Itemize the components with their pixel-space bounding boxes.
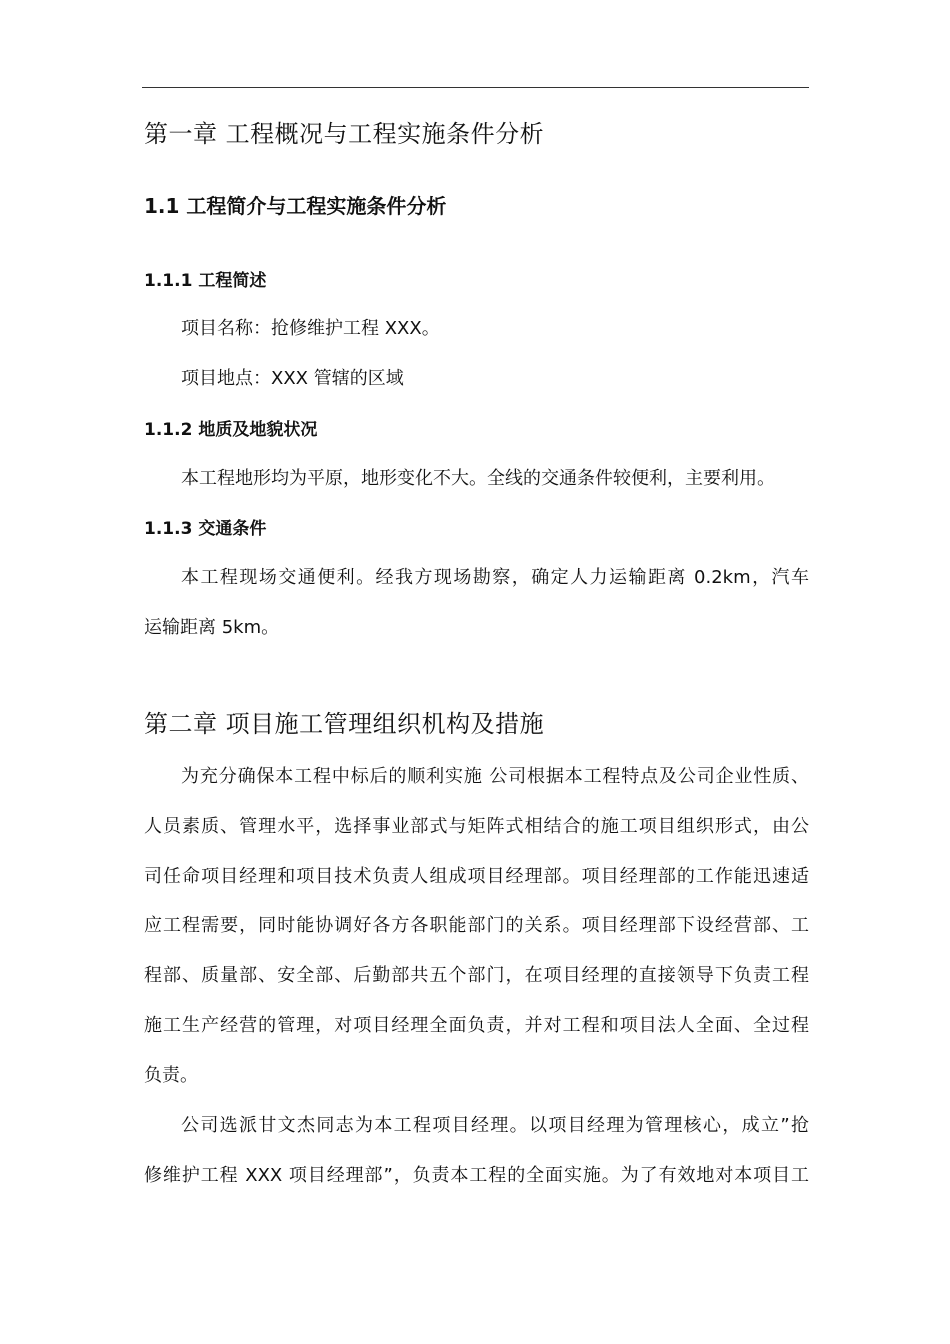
traffic-text-line-1: 本工程现场交通便利。经我方现场勘察，确定人力运输距离 0.2km，汽车: [181, 567, 809, 588]
manager-paragraph-line-1: 公司选派甘文杰同志为本工程项目经理。以项目经理为管理核心，成立”抢: [181, 1115, 809, 1136]
org-paragraph-line-5: 程部、质量部、安全部、后勤部共五个部门，在项目经理的直接领导下负责工程: [144, 965, 809, 986]
org-paragraph-line-7: 负责。: [144, 1065, 198, 1086]
org-paragraph-line-1: 为充分确保本工程中标后的顺利实施 公司根据本工程特点及公司企业性质、: [181, 766, 809, 787]
org-paragraph-line-2: 人员素质、管理水平，选择事业部式与矩阵式相结合的施工项目组织形式，由公: [144, 816, 809, 837]
org-paragraph-line-6: 施工生产经营的管理，对项目经理全面负责，并对工程和项目法人全面、全过程: [144, 1015, 809, 1036]
org-paragraph-line-4: 应工程需要，同时能协调好各方各职能部门的关系。项目经理部下设经营部、工: [144, 915, 809, 936]
subsection-1-1-3-title: 1.1.3 交通条件: [144, 519, 267, 539]
project-name-text: 项目名称：抢修维护工程 XXX。: [181, 318, 440, 339]
chapter-2-title: 第二章 项目施工管理组织机构及措施: [144, 710, 545, 738]
subsection-1-1-1-title: 1.1.1 工程简述: [144, 271, 267, 291]
subsection-1-1-2-title: 1.1.2 地质及地貌状况: [144, 420, 318, 440]
header-rule: [142, 87, 809, 88]
geology-text: 本工程地形均为平原，地形变化不大。全线的交通条件较便利，主要利用。: [181, 468, 775, 489]
section-1-1-title: 1.1 工程简介与工程实施条件分析: [144, 194, 447, 218]
chapter-1-title: 第一章 工程概况与工程实施条件分析: [144, 120, 545, 148]
traffic-text-line-2: 运输距离 5km。: [144, 617, 280, 638]
manager-paragraph-line-2: 修维护工程 XXX 项目经理部”，负责本工程的全面实施。为了有效地对本项目工: [144, 1165, 809, 1186]
org-paragraph-line-3: 司任命项目经理和项目技术负责人组成项目经理部。项目经理部的工作能迅速适: [144, 866, 809, 887]
project-location-text: 项目地点：XXX 管辖的区域: [181, 368, 404, 389]
